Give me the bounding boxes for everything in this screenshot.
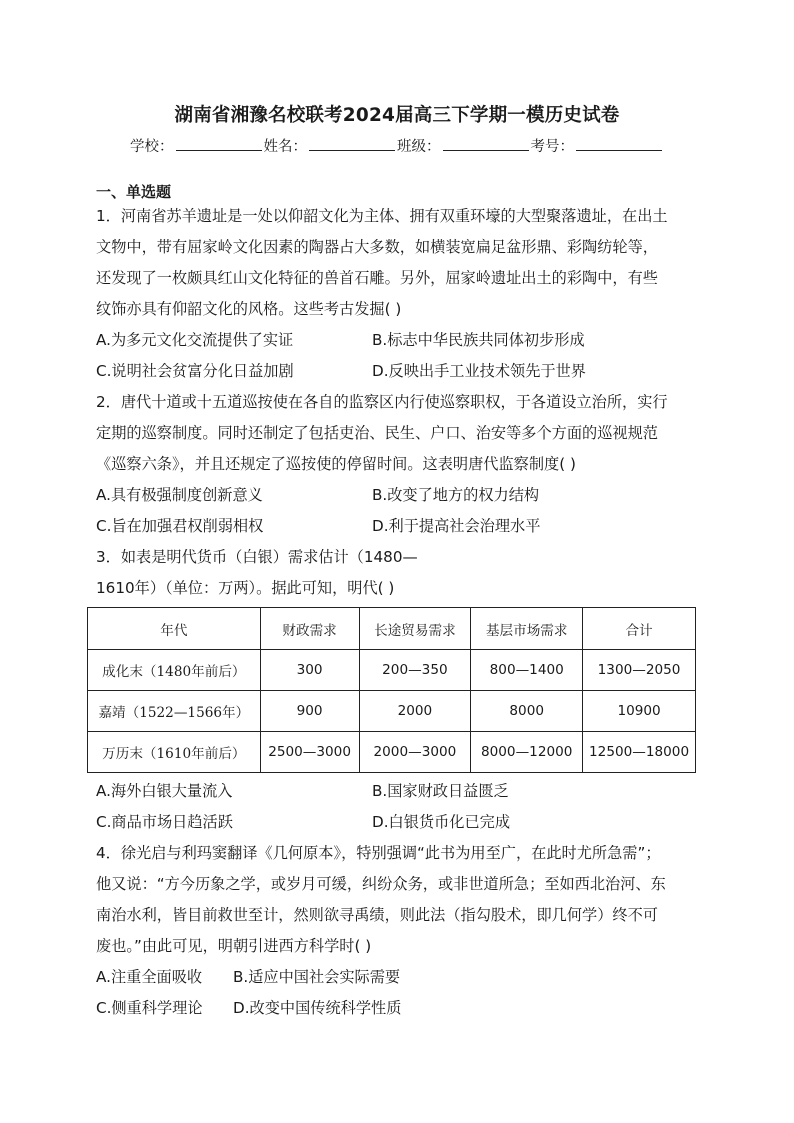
question-3-line: 1610年）（单位：万两）。据此可知，明代( ): [96, 579, 395, 597]
table-cell: 万历末（1610年前后）: [88, 732, 261, 773]
question-3-line: 3．如表是明代货币（白银）需求估计（1480—: [96, 548, 418, 566]
class-label: 班级：: [397, 139, 441, 155]
table-header-cell: 合计: [583, 608, 696, 650]
question-1-option-d[interactable]: D.反映出手工业技术领先于世界: [372, 362, 586, 380]
question-4-line: 4．徐光启与利玛窦翻译《几何原本》，特别强调“此书为用至广，在此时尤所急需”；: [96, 844, 661, 862]
question-4-line: 他又说：“方今历象之学，或岁月可缓，纠纷众务，或非世道所急；至如西北治河、东: [96, 875, 666, 893]
silver-demand-table: [87, 607, 696, 773]
number-label: 考号：: [530, 139, 574, 155]
name-label: 姓名：: [263, 139, 307, 155]
question-2-line: 2．唐代十道或十五道巡按使在各自的监察区内行使巡察职权，于各道设立治所，实行: [96, 393, 668, 411]
table-cell: 800—1400: [471, 650, 583, 691]
school-blank[interactable]: [176, 137, 262, 151]
number-blank[interactable]: [576, 137, 662, 151]
table-cell: 8000: [471, 691, 583, 732]
table-row: [88, 650, 696, 691]
table-cell: 900: [260, 691, 359, 732]
question-3-option-c[interactable]: C.商品市场日趋活跃: [96, 813, 233, 831]
table-cell: 1300—2050: [583, 650, 696, 691]
question-2-line: 《巡察六条》，并且还规定了巡按使的停留时间。这表明唐代监察制度( ): [96, 455, 576, 473]
table-header-cell: 基层市场需求: [471, 608, 583, 650]
table-header-cell: 财政需求: [260, 608, 359, 650]
question-1-option-b[interactable]: B.标志中华民族共同体初步形成: [372, 331, 585, 349]
question-4-option-d[interactable]: D.改变中国传统科学性质: [233, 999, 402, 1017]
school-label: 学校：: [130, 139, 174, 155]
question-3-option-b[interactable]: B.国家财政日益匮乏: [372, 782, 509, 800]
question-4-option-b[interactable]: B.适应中国社会实际需要: [233, 968, 401, 986]
question-4-line: 南治水利，皆目前救世至计，然则欲寻禹绩，则此法（指勾股术，即几何学）终不可: [96, 906, 658, 924]
question-2-option-c[interactable]: C.旨在加强君权削弱相权: [96, 517, 264, 535]
question-4-option-a[interactable]: A.注重全面吸收: [96, 968, 203, 986]
table-header-row: [88, 608, 696, 650]
table-header-cell: 长途贸易需求: [359, 608, 471, 650]
question-1-option-a[interactable]: A.为多元文化交流提供了实证: [96, 331, 294, 349]
question-2-option-b[interactable]: B.改变了地方的权力结构: [372, 486, 540, 504]
question-4-option-c[interactable]: C.侧重科学理论: [96, 999, 203, 1017]
table-cell: 10900: [583, 691, 696, 732]
table-cell: 12500—18000: [583, 732, 696, 773]
question-4-line: 废也。”由此可见，明朝引进西方科学时( ): [96, 937, 372, 955]
table-header-cell: 年代: [88, 608, 261, 650]
exam-title: 湖南省湘豫名校联考2024届高三下学期一模历史试卷: [174, 105, 620, 126]
table-cell: 8000—12000: [471, 732, 583, 773]
question-1-line: 文物中，带有屈家岭文化因素的陶器占大多数，如横装宽扁足盆形鼎、彩陶纺轮等，: [96, 238, 658, 256]
class-blank[interactable]: [443, 137, 529, 151]
student-info-row: [0, 135, 794, 156]
name-blank[interactable]: [309, 137, 395, 151]
question-3-option-a[interactable]: A.海外白银大量流入: [96, 782, 233, 800]
table-row: [88, 732, 696, 773]
table-cell: 200—350: [359, 650, 471, 691]
table-cell: 2000—3000: [359, 732, 471, 773]
table-cell: 2000: [359, 691, 471, 732]
question-2-line: 定期的巡察制度。同时还制定了包括吏治、民生、户口、治安等多个方面的巡视规范: [96, 424, 658, 442]
table-cell: 2500—3000: [260, 732, 359, 773]
question-1-option-c[interactable]: C.说明社会贫富分化日益加剧: [96, 362, 294, 380]
question-1-line: 1．河南省苏羊遗址是一处以仰韶文化为主体、拥有双重环壕的大型聚落遗址，在出土: [96, 207, 668, 225]
table-cell: 300: [260, 650, 359, 691]
table-cell: 成化末（1480年前后）: [88, 650, 261, 691]
question-3-option-d[interactable]: D.白银货币化已完成: [372, 813, 511, 831]
question-1-line: 纹饰亦具有仰韶文化的风格。这些考古发掘( ): [96, 300, 402, 318]
section-heading: 一、单选题: [96, 183, 172, 201]
table-cell: 嘉靖（1522—1566年）: [88, 691, 261, 732]
question-1-line: 还发现了一枚颇具红山文化特征的兽首石雕。另外，屈家岭遗址出土的彩陶中，有些: [96, 269, 658, 287]
table-row: [88, 691, 696, 732]
question-2-option-a[interactable]: A.具有极强制度创新意义: [96, 486, 263, 504]
question-2-option-d[interactable]: D.利于提高社会治理水平: [372, 517, 541, 535]
